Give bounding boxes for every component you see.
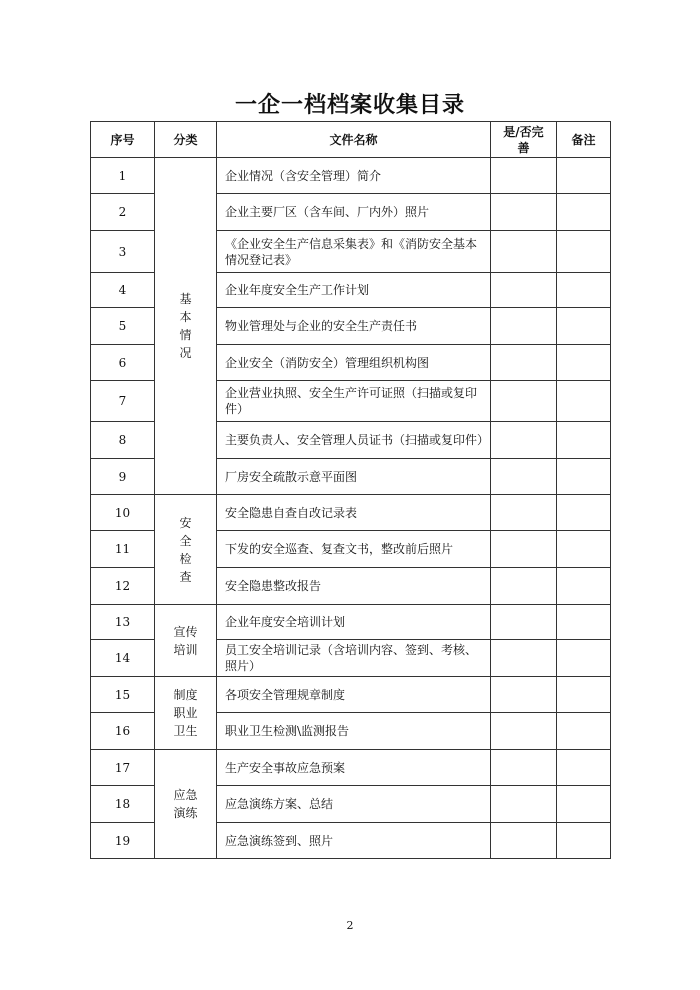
row-complete-cell[interactable]	[491, 381, 557, 422]
category-label: 培训	[173, 642, 198, 657]
row-seq: 11	[91, 531, 155, 568]
row-filename: 企业安全（消防安全）管理组织机构图	[217, 345, 491, 381]
row-filename: 主要负责人、安全管理人员证书（扫描或复印件）	[217, 422, 491, 459]
row-remark-cell[interactable]	[557, 422, 611, 459]
row-remark-cell[interactable]	[557, 568, 611, 605]
row-filename: 职业卫生检测\监测报告	[217, 713, 491, 750]
row-remark-cell[interactable]	[557, 459, 611, 495]
row-filename: 应急演练签到、照片	[217, 823, 491, 859]
row-remark-cell[interactable]	[557, 677, 611, 713]
category-label: 应急	[173, 788, 198, 802]
row-filename: 下发的安全巡查、复查文书，整改前后照片	[217, 531, 491, 568]
category-label: 卫生	[173, 724, 198, 738]
row-complete-cell[interactable]	[491, 231, 557, 273]
row-seq: 9	[91, 459, 155, 495]
row-filename: 企业年度安全生产工作计划	[217, 273, 491, 308]
row-complete-cell[interactable]	[491, 158, 557, 194]
row-remark-cell[interactable]	[557, 713, 611, 750]
row-seq: 17	[91, 750, 155, 786]
row-complete-cell[interactable]	[491, 422, 557, 459]
row-remark-cell[interactable]	[557, 495, 611, 531]
row-seq: 4	[91, 273, 155, 308]
row-filename: 各项安全管理规章制度	[217, 677, 491, 713]
row-complete-cell[interactable]	[491, 605, 557, 640]
row-complete-cell[interactable]	[491, 750, 557, 786]
row-seq: 15	[91, 677, 155, 713]
category-label: 基	[179, 292, 192, 306]
row-remark-cell[interactable]	[557, 381, 611, 422]
row-remark-cell[interactable]	[557, 231, 611, 273]
category-label: 查	[179, 569, 192, 584]
category-label: 安	[179, 515, 192, 530]
row-remark-cell[interactable]	[557, 158, 611, 194]
page-title: 一企一档档案收集目录	[234, 93, 465, 118]
row-seq: 19	[91, 823, 155, 859]
row-complete-cell[interactable]	[491, 713, 557, 750]
header-row	[91, 122, 611, 158]
row-seq: 16	[91, 713, 155, 750]
header-complete	[491, 122, 557, 158]
row-filename: 《企业安全生产信息采集表》和《消防安全基本情况登记表》	[217, 231, 491, 273]
row-remark-cell[interactable]	[557, 194, 611, 231]
header-complete-line2: 善	[517, 140, 530, 155]
header-remark: 备注	[557, 122, 611, 158]
row-complete-cell[interactable]	[491, 459, 557, 495]
category-cell	[155, 495, 217, 605]
row-remark-cell[interactable]	[557, 750, 611, 786]
row-remark-cell[interactable]	[557, 308, 611, 345]
header-category: 分类	[155, 122, 217, 158]
row-remark-cell[interactable]	[557, 273, 611, 308]
row-filename: 应急演练方案、总结	[217, 786, 491, 823]
row-seq: 7	[91, 381, 155, 422]
row-seq: 8	[91, 422, 155, 459]
row-complete-cell[interactable]	[491, 531, 557, 568]
row-seq: 6	[91, 345, 155, 381]
category-cell	[155, 677, 217, 750]
row-complete-cell[interactable]	[491, 273, 557, 308]
row-filename: 物业管理处与企业的安全生产责任书	[217, 308, 491, 345]
row-complete-cell[interactable]	[491, 568, 557, 605]
table-row	[91, 677, 611, 713]
row-filename: 企业情况（含安全管理）简介	[217, 158, 491, 194]
category-label: 制度	[173, 688, 198, 702]
category-label: 全	[179, 533, 192, 548]
row-complete-cell[interactable]	[491, 640, 557, 677]
table-row	[91, 158, 611, 194]
row-remark-cell[interactable]	[557, 640, 611, 677]
row-seq: 2	[91, 194, 155, 231]
row-remark-cell[interactable]	[557, 823, 611, 859]
table-row	[91, 495, 611, 531]
table-row	[91, 605, 611, 640]
category-cell	[155, 158, 217, 495]
category-cell	[155, 605, 217, 677]
header-filename: 文件名称	[217, 122, 491, 158]
category-label: 本	[179, 310, 192, 324]
row-filename: 厂房安全疏散示意平面图	[217, 459, 491, 495]
header-complete-line1: 是/否完	[503, 124, 544, 139]
row-remark-cell[interactable]	[557, 345, 611, 381]
row-seq: 5	[91, 308, 155, 345]
category-cell	[155, 750, 217, 859]
category-label: 况	[179, 346, 192, 360]
row-filename: 企业主要厂区（含车间、厂内外）照片	[217, 194, 491, 231]
row-filename: 生产安全事故应急预案	[217, 750, 491, 786]
row-seq: 1	[91, 158, 155, 194]
row-complete-cell[interactable]	[491, 677, 557, 713]
header-seq: 序号	[91, 122, 155, 158]
row-seq: 12	[91, 568, 155, 605]
row-complete-cell[interactable]	[491, 495, 557, 531]
row-complete-cell[interactable]	[491, 345, 557, 381]
row-complete-cell[interactable]	[491, 194, 557, 231]
category-label: 职业	[173, 706, 198, 720]
row-seq: 18	[91, 786, 155, 823]
row-complete-cell[interactable]	[491, 823, 557, 859]
row-seq: 10	[91, 495, 155, 531]
category-label: 情	[179, 328, 192, 342]
page-number: 2	[346, 919, 354, 932]
row-filename: 企业年度安全培训计划	[217, 605, 491, 640]
row-complete-cell[interactable]	[491, 308, 557, 345]
table-row	[91, 750, 611, 786]
category-label: 宣传	[173, 624, 198, 639]
row-remark-cell[interactable]	[557, 786, 611, 823]
row-filename: 员工安全培训记录（含培训内容、签到、考核、照片）	[217, 640, 491, 677]
row-complete-cell[interactable]	[491, 786, 557, 823]
row-filename: 安全隐患自查自改记录表	[217, 495, 491, 531]
row-seq: 14	[91, 640, 155, 677]
row-filename: 企业营业执照、安全生产许可证照（扫描或复印件）	[217, 381, 491, 422]
row-remark-cell[interactable]	[557, 531, 611, 568]
row-seq: 3	[91, 231, 155, 273]
row-remark-cell[interactable]	[557, 605, 611, 640]
archive-table	[90, 121, 611, 859]
row-seq: 13	[91, 605, 155, 640]
row-filename: 安全隐患整改报告	[217, 568, 491, 605]
category-label: 演练	[173, 806, 198, 820]
category-label: 检	[179, 551, 192, 566]
